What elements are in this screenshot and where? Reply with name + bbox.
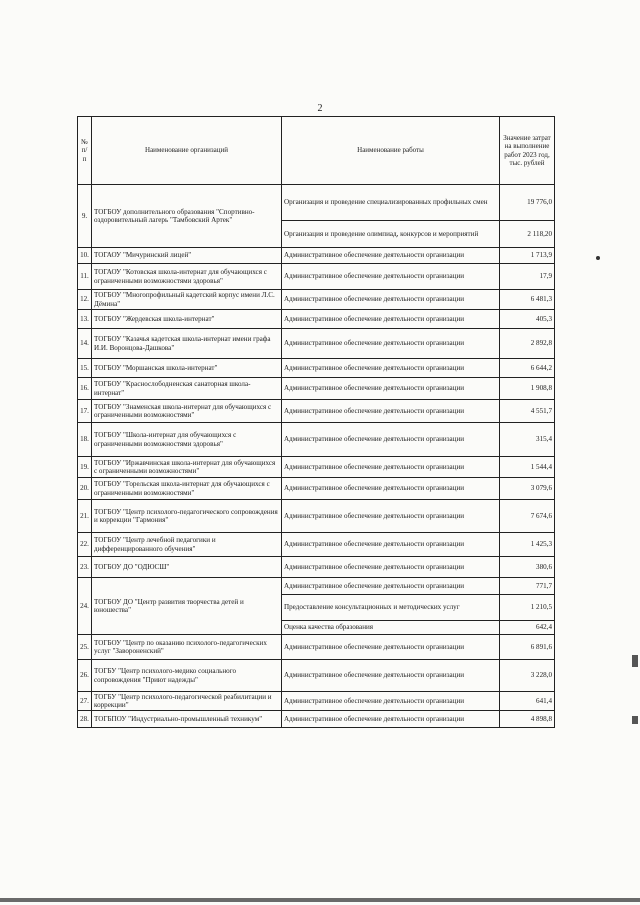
work-name: Административное обеспечение деятельности организации [282, 692, 500, 711]
scan-edge [0, 898, 640, 902]
row-number: 27. [78, 692, 92, 711]
scan-mark [632, 655, 638, 667]
work-name: Административное обеспечение деятельности организации [282, 329, 500, 359]
table-row [78, 692, 555, 711]
organization-name: ТОГБОУ "Горельская школа-интернат для обучающихся с ограниченными возможностями" [92, 478, 282, 500]
cost-value: 380,6 [500, 557, 555, 578]
cost-value: 315,4 [500, 423, 555, 457]
organization-name: ТОГБОУ "Центр психолого-педагогического сопровождения и коррекции "Гармония" [92, 500, 282, 533]
table-row [78, 185, 555, 221]
row-number: 14. [78, 329, 92, 359]
row-number: 9. [78, 185, 92, 248]
work-name: Административное обеспечение деятельности организации [282, 290, 500, 310]
work-name: Административное обеспечение деятельности организации [282, 578, 500, 595]
work-name: Административное обеспечение деятельности организации [282, 635, 500, 660]
table-row [78, 359, 555, 378]
row-number: 18. [78, 423, 92, 457]
work-name: Административное обеспечение деятельности организации [282, 378, 500, 400]
table-row [78, 711, 555, 728]
cost-value: 6 481,3 [500, 290, 555, 310]
organization-name: ТОГБОУ "Многопрофильный кадетский корпус имени Л.С. Дёмина" [92, 290, 282, 310]
cost-value: 6 891,6 [500, 635, 555, 660]
table-row [78, 533, 555, 557]
row-number: 24. [78, 578, 92, 635]
header-value: Значение затрат на выполнение работ 2023 год, тыс. рублей [500, 117, 555, 185]
organization-name: ТОГБОУ "Иржавчинская школа-интернат для обучающихся с ограниченными возможностями" [92, 457, 282, 478]
work-name: Предоставление консультационных и методических услуг [282, 595, 500, 621]
organization-name: ТОГБОУ ДО "ОДЮСШ" [92, 557, 282, 578]
row-number: 26. [78, 660, 92, 692]
table-row [78, 264, 555, 290]
row-number: 28. [78, 711, 92, 728]
table-row [78, 578, 555, 595]
row-number: 13. [78, 310, 92, 329]
row-number: 20. [78, 478, 92, 500]
header-org: Наименование организаций [92, 117, 282, 185]
row-number: 17. [78, 400, 92, 423]
organization-name: ТОГБОУ "Центр лечебной педагогики и дифференцированного обучения" [92, 533, 282, 557]
cost-value: 7 674,6 [500, 500, 555, 533]
scan-mark [632, 716, 638, 724]
work-name: Административное обеспечение деятельности организации [282, 711, 500, 728]
organization-name: ТОГБОУ "Знаменская школа-интернат для обучающихся с ограниченными возможностями" [92, 400, 282, 423]
table-row [78, 400, 555, 423]
work-name: Административное обеспечение деятельности организации [282, 248, 500, 264]
row-number: 21. [78, 500, 92, 533]
work-name: Административное обеспечение деятельности организации [282, 457, 500, 478]
row-number: 23. [78, 557, 92, 578]
work-name: Административное обеспечение деятельности организации [282, 478, 500, 500]
cost-value: 6 644,2 [500, 359, 555, 378]
work-name: Административное обеспечение деятельности организации [282, 400, 500, 423]
work-name: Административное обеспечение деятельности организации [282, 310, 500, 329]
organization-name: ТОГБОУ "Школа-интернат для обучающихся с ограниченными возможностями здоровья" [92, 423, 282, 457]
table-row [78, 457, 555, 478]
row-number: 25. [78, 635, 92, 660]
table-row [78, 557, 555, 578]
page-number: 2 [317, 103, 323, 114]
table-row [78, 329, 555, 359]
cost-value: 641,4 [500, 692, 555, 711]
organization-name: ТОГБОУ "Жердевская школа-интернат" [92, 310, 282, 329]
work-name: Административное обеспечение деятельности организации [282, 359, 500, 378]
cost-value: 405,3 [500, 310, 555, 329]
organization-name: ТОГБОУ "Моршанская школа-интернат" [92, 359, 282, 378]
organization-name: ТОГБОУ ДО "Центр развития творчества детей и юношества" [92, 578, 282, 635]
cost-value: 19 776,0 [500, 185, 555, 221]
organization-name: ТОГБОУ дополнительного образования "Спортивно-оздоровительный лагерь "Тамбовский Артек" [92, 185, 282, 248]
organization-name: ТОГАОУ "Котовская школа-интернат для обучающихся с ограниченными возможностями здоровья" [92, 264, 282, 290]
organization-name: ТОГАОУ "Мичуринский лицей" [92, 248, 282, 264]
organization-name: ТОГБПОУ "Индустриально-промышленный техникум" [92, 711, 282, 728]
table-body [78, 185, 555, 728]
cost-value: 771,7 [500, 578, 555, 595]
header-row [78, 117, 555, 185]
cost-table [77, 116, 555, 728]
cost-value: 1 210,5 [500, 595, 555, 621]
organization-name: ТОГБОУ "Казачья кадетская школа-интернат имени графа И.И. Воронцова-Дашкова" [92, 329, 282, 359]
cost-value: 17,9 [500, 264, 555, 290]
table-row [78, 378, 555, 400]
organization-name: ТОГБУ "Центр психолого-педагогической реабилитации и коррекции" [92, 692, 282, 711]
row-number: 15. [78, 359, 92, 378]
cost-value: 3 228,0 [500, 660, 555, 692]
table-row [78, 423, 555, 457]
cost-value: 4 551,7 [500, 400, 555, 423]
table-row [78, 478, 555, 500]
cost-value: 642,4 [500, 621, 555, 635]
table-row [78, 248, 555, 264]
row-number: 19. [78, 457, 92, 478]
cost-value: 3 079,6 [500, 478, 555, 500]
table-row [78, 310, 555, 329]
cost-value: 1 425,3 [500, 533, 555, 557]
header-num: № п/п [78, 117, 92, 185]
cost-value: 4 898,8 [500, 711, 555, 728]
header-work: Наименование работы [282, 117, 500, 185]
scan-speck [596, 256, 600, 260]
work-name: Административное обеспечение деятельности организации [282, 660, 500, 692]
table-row [78, 635, 555, 660]
table-row [78, 660, 555, 692]
row-number: 10. [78, 248, 92, 264]
table-row [78, 500, 555, 533]
work-name: Оценка качества образования [282, 621, 500, 635]
work-name: Административное обеспечение деятельности организации [282, 557, 500, 578]
organization-name: ТОГБОУ "Краснослободненская санаторная школа-интернат" [92, 378, 282, 400]
work-name: Административное обеспечение деятельности организации [282, 423, 500, 457]
cost-value: 1 908,8 [500, 378, 555, 400]
table-row [78, 290, 555, 310]
organization-name: ТОГБОУ "Центр по оказанию психолого-педагогических услуг "Завороненский" [92, 635, 282, 660]
organization-name: ТОГБУ "Центр психолого-медико социального сопровождения "Приют надежды" [92, 660, 282, 692]
work-name: Административное обеспечение деятельности организации [282, 500, 500, 533]
work-name: Административное обеспечение деятельности организации [282, 533, 500, 557]
cost-value: 2 118,20 [500, 221, 555, 248]
cost-value: 1 544,4 [500, 457, 555, 478]
row-number: 12. [78, 290, 92, 310]
cost-value: 1 713,9 [500, 248, 555, 264]
work-name: Организация и проведение олимпиад, конкурсов и мероприятий [282, 221, 500, 248]
work-name: Организация и проведение специализированных профильных смен [282, 185, 500, 221]
work-name: Административное обеспечение деятельности организации [282, 264, 500, 290]
row-number: 16. [78, 378, 92, 400]
cost-value: 2 892,8 [500, 329, 555, 359]
row-number: 11. [78, 264, 92, 290]
row-number: 22. [78, 533, 92, 557]
